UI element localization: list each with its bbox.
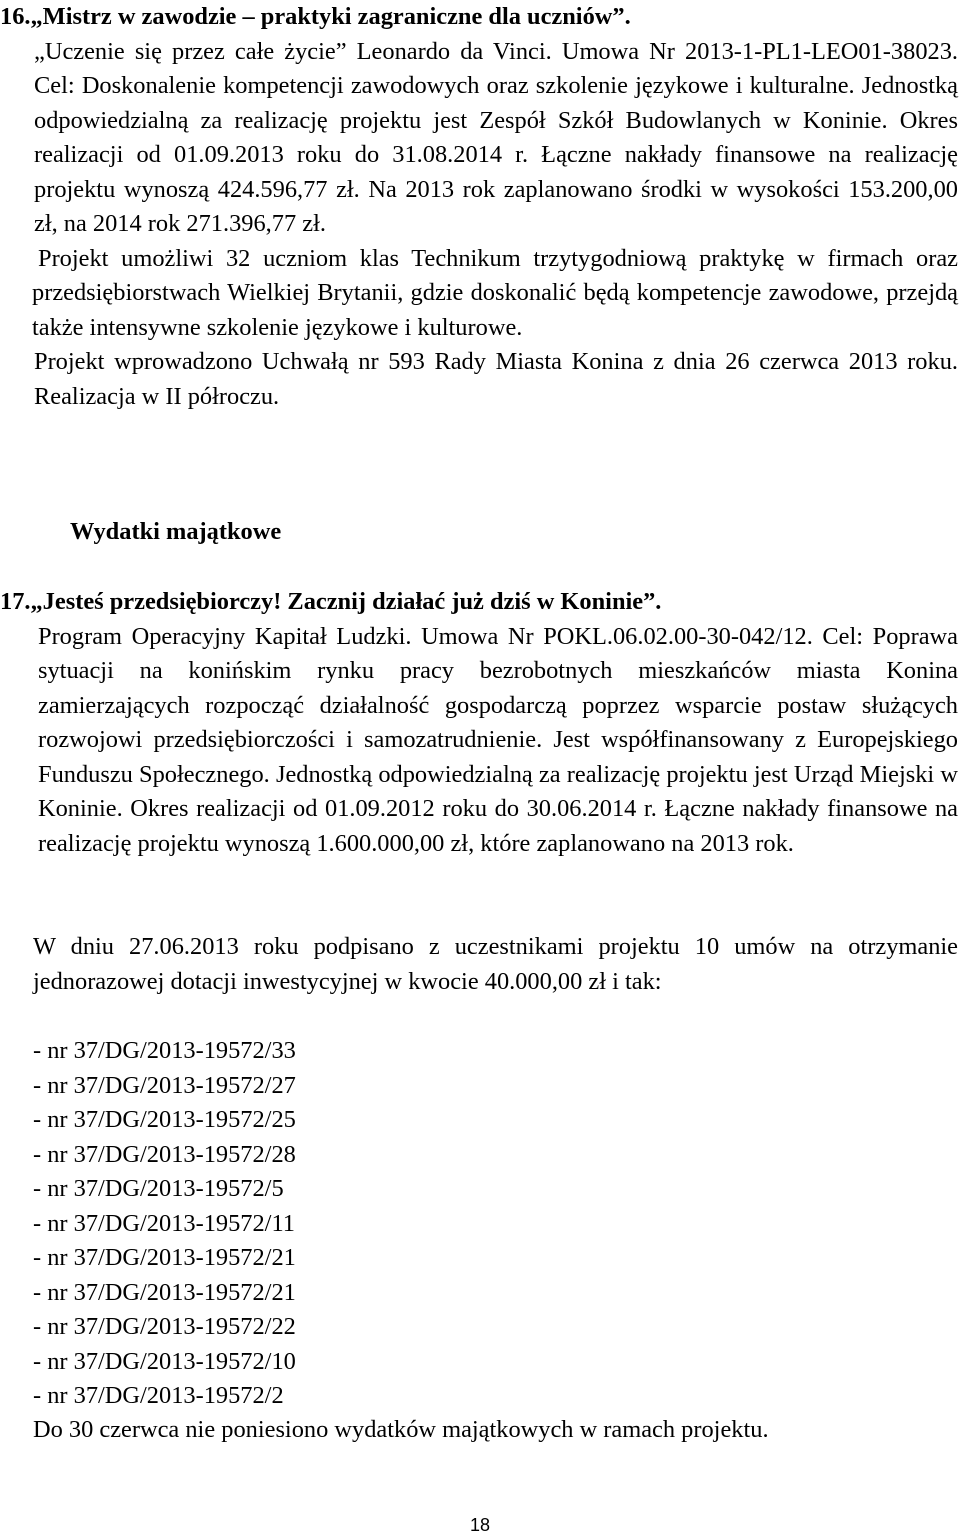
section-16 xyxy=(0,0,958,414)
list-item: - nr 37/DG/2013-19572/10 xyxy=(33,1347,296,1375)
section-17-paragraph: Program Operacyjny Kapitał Ludzki. Umowa Nr POKL.06.02.00-30-042/12. Cel: Poprawa sytuacji na konińskim rynku pracy bezrobotnych mieszkańców miasta Konina zamierzających rozpocząć działalność gospodarczą poprzez wsparcie postaw służących rozwojowi przedsiębiorczości i samozatrudnienie. Jest współfinansowany z Europejskiego Funduszu Społecznego. Jednostką odpowiedzialną za realizację projektu jest Urząd Miejski w Koninie. Okres realizacji od 01.09.2012 roku do 30.06.2014 r. Łączne nakłady finansowe na realizację projektu wynoszą 1.600.000,00 zł, które zaplanowano na 2013 rok. xyxy=(38,622,958,857)
list-item: - nr 37/DG/2013-19572/21 xyxy=(33,1278,296,1306)
section-17-closing: Do 30 czerwca nie poniesiono wydatków majątkowych w ramach projektu. xyxy=(33,1416,769,1443)
section-16-body xyxy=(0,35,958,242)
heading-capital-expenditure: Wydatki majątkowe xyxy=(70,518,282,545)
section-16-description: Projekt umożliwi 32 uczniom klas Technikum trzytygodniową praktykę w firmach oraz przedsiębiorstwach Wielkiej Brytanii, gdzie doskonalić będą kompetencje zawodowe, przejdą także intensywne szkolenie językowe i kulturowe. xyxy=(32,244,958,341)
section-17 xyxy=(0,585,958,861)
section-17-header: 17.„Jesteś przedsiębiorczy! Zacznij działać już dziś w Koninie”. xyxy=(0,588,662,615)
list-item: - nr 37/DG/2013-19572/25 xyxy=(33,1106,296,1133)
section-17-grants-paragraph: W dniu 27.06.2013 roku podpisano z uczestnikami projektu 10 umów na otrzymanie jednorazowej dotacji inwestycyjnej w kwocie 40.000,00 zł i tak: xyxy=(33,933,958,995)
list-item: - nr 37/DG/2013-19572/2 xyxy=(33,1382,284,1409)
section-16-paragraph: „Uczenie się przez całe życie” Leonardo da Vinci. Umowa Nr 2013-1-PL1-LEO01-38023. Cel: Doskonalenie kompetencji zawodowych oraz szkolenie językowe i kulturalne. Jednostką odpowiedzialną za realizację projektu jest Zespół Szkół Budowlanych w Koninie. Okres realizacji od 01.09.2013 roku do 31.08.2014 r. Łączne nakłady finansowe na realizację projektu wynoszą 424.596,77 zł. Na 2013 rok zaplanowano środki w wysokości 153.200,00 zł, na 2014 rok 271.396,77 zł. xyxy=(34,37,958,237)
section-16-resolution: Projekt wprowadzono Uchwałą nr 593 Rady Miasta Konina z dnia 26 czerwca 2013 roku. Realizacja w II półroczu. xyxy=(34,348,958,410)
list-item: - nr 37/DG/2013-19572/21 xyxy=(33,1244,296,1271)
page-number: 18 xyxy=(469,1515,491,1535)
list-item: - nr 37/DG/2013-19572/27 xyxy=(33,1071,296,1099)
list-item: - nr 37/DG/2013-19572/11 xyxy=(33,1209,295,1237)
section-16-header: 16.„Mistrz w zawodzie – praktyki zagraniczne dla uczniów”. xyxy=(0,3,631,30)
section-17-body xyxy=(0,620,958,862)
list-item: - nr 37/DG/2013-19572/28 xyxy=(33,1140,296,1168)
list-item: - nr 37/DG/2013-19572/33 xyxy=(33,1037,296,1064)
agreement-list xyxy=(33,1034,296,1414)
list-item: - nr 37/DG/2013-19572/5 xyxy=(33,1175,284,1202)
list-item: - nr 37/DG/2013-19572/22 xyxy=(33,1313,296,1340)
